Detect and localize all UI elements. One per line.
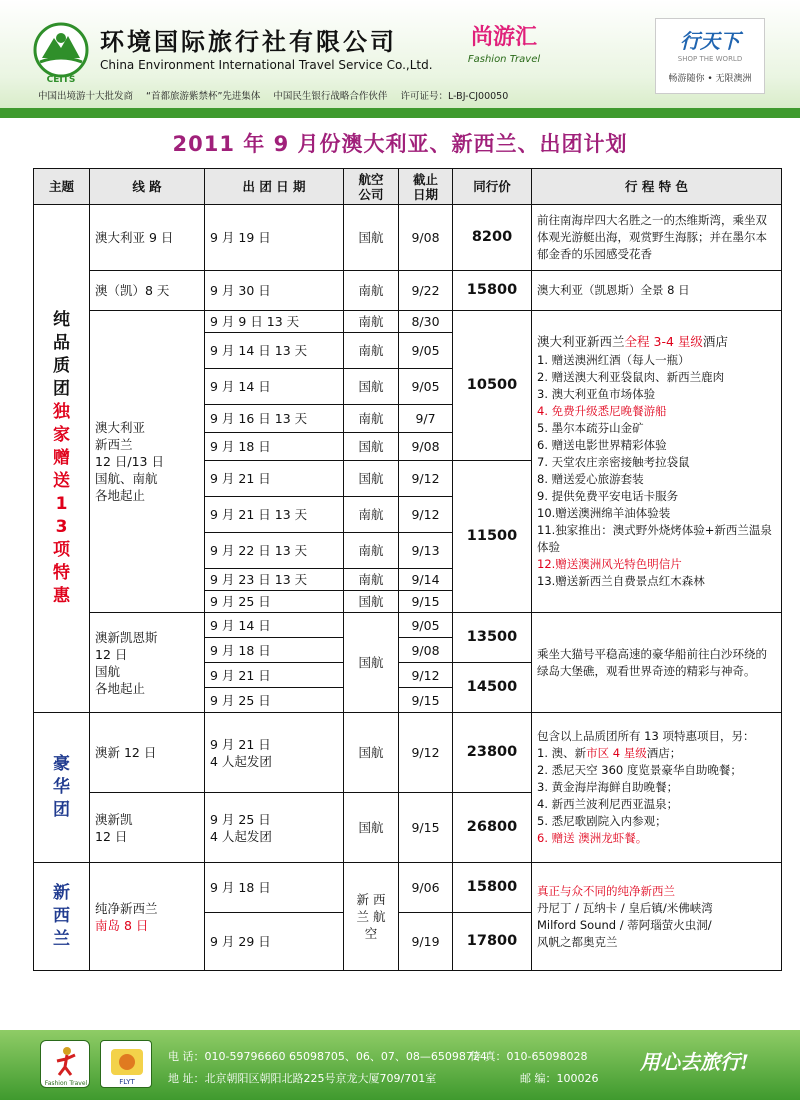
feature-item: 1. 赠送澳洲红酒（每人一瓶） (537, 353, 690, 367)
theme-nz-label: 新西兰 (53, 883, 70, 949)
partner-slogan: 畅游随你 • 无限澳洲 (668, 74, 752, 84)
partner-logo (655, 18, 765, 94)
route-cell: 纯净新西兰 南岛 8 日 (90, 863, 205, 971)
fashion-brand-en: Fashion Travel (467, 54, 541, 65)
footer-phone: 电 话：010-59796660 65098705、06、07、08—65098724 (168, 1050, 487, 1063)
feature-item: 3. 黄金海岸海鲜自助晚餐； (537, 780, 679, 794)
header-divider (0, 108, 800, 118)
date-cell: 9 月 21 日 (205, 461, 344, 497)
feature-item: 5. 墨尔本疏芬山金矿 (537, 421, 644, 435)
theme-luxury (34, 713, 90, 863)
feature-item: 12.赠送澳洲风光特色明信片 (537, 557, 682, 571)
date-cell: 9 月 19 日 (205, 205, 344, 271)
date-cell: 9 月 29 日 (205, 913, 344, 971)
airline-cell: 国航 (344, 433, 399, 461)
route-cell: 澳新 12 日 (90, 713, 205, 793)
table-row (34, 613, 782, 638)
feature-item: 7. 天堂农庄亲密接触考拉袋鼠 (537, 455, 690, 469)
feature-item: 5. 悉尼歌剧院入内参观； (537, 814, 667, 828)
date-cell: 9 月 18 日 (205, 638, 344, 663)
header-airline: 航空 公司 (344, 169, 399, 205)
date-cell: 9 月 14 日 (205, 369, 344, 405)
theme-pure-label: 纯品质团 (53, 310, 70, 399)
feature-item: 10.赠送澳洲绵羊油体验装 (537, 506, 671, 520)
date-cell: 9 月 14 日 13 天 (205, 333, 344, 369)
feature-item: 11.独家推出：澳式野外烧烤体验+新西兰温泉体验 (537, 523, 772, 554)
date-cell: 9 月 18 日 (205, 863, 344, 913)
route-cell: 澳新凯恩斯 12 日 国航 各地起止 (90, 613, 205, 713)
airline-cell: 南航 (344, 405, 399, 433)
airline-cell: 国航 (344, 205, 399, 271)
deadline-cell: 9/05 (399, 333, 453, 369)
header-price: 同行价 (453, 169, 532, 205)
page-title: 2011 年 9 月份澳大利亚、新西兰、出团计划 (172, 132, 628, 156)
header-theme: 主题 (34, 169, 90, 205)
deadline-cell: 8/30 (399, 311, 453, 333)
feature-item: 丹尼丁 / 瓦纳卡 / 皇后镇/米佛峡湾 (537, 900, 713, 915)
feature-item: 4. 新西兰波利尼西亚温泉； (537, 797, 679, 811)
fashion-travel-logo (460, 20, 548, 76)
route-cell: 澳大利亚 新西兰 12 日/13 日 国航、南航 各地起止 (90, 311, 205, 613)
company-name-cn: 环境国际旅行社有限公司 (100, 28, 397, 56)
date-cell: 9 月 18 日 (205, 433, 344, 461)
table-row (34, 205, 782, 271)
ceits-logo-icon (30, 22, 92, 84)
tagline-item: 中国出境游十大批发商 (38, 91, 134, 102)
feature-item: 13.赠送新西兰自费景点红木森林 (537, 574, 705, 588)
deadline-cell: 9/08 (399, 638, 453, 663)
theme-luxury-label: 豪华团 (53, 754, 70, 820)
logo-text: CEITS (46, 75, 76, 84)
deadline-cell: 9/14 (399, 569, 453, 591)
airline-cell: 国航 (344, 793, 399, 863)
airline-cell: 国航 (344, 591, 399, 613)
tagline-item: 中国民生银行战略合作伙伴 (273, 91, 388, 102)
deadline-cell: 9/7 (399, 405, 453, 433)
partner-brand-en: SHOP THE WORLD (677, 55, 743, 63)
table-row (34, 271, 782, 311)
date-cell: 9 月 21 日 4 人起发团 (205, 713, 344, 793)
table-row (34, 713, 782, 793)
deadline-cell: 9/19 (399, 913, 453, 971)
feature-item: 3. 澳大利亚鱼市场体验 (537, 387, 656, 401)
airline-cell: 新 西 兰 航 空 (344, 863, 399, 971)
header (0, 0, 800, 110)
date-cell: 9 月 25 日 (205, 591, 344, 613)
footer-address: 地 址：北京朝阳区朝阳北路225号京龙大厦709/701室 (168, 1072, 437, 1085)
date-cell: 9 月 16 日 13 天 (205, 405, 344, 433)
footer-fax: 传 真：010-65098028 (470, 1050, 588, 1063)
features-title: 真正与众不同的纯净新西兰 (537, 883, 675, 898)
deadline-cell: 9/12 (399, 461, 453, 497)
feature-item: 9. 提供免费平安电话卡服务 (537, 489, 679, 503)
features-cell (532, 713, 782, 863)
deadline-cell: 9/08 (399, 433, 453, 461)
svg-text:Fashion Travel: Fashion Travel (44, 1080, 88, 1087)
date-cell: 9 月 22 日 13 天 (205, 533, 344, 569)
deadline-cell: 9/15 (399, 688, 453, 713)
deadline-cell: 9/12 (399, 663, 453, 688)
deadline-cell: 9/13 (399, 533, 453, 569)
route-cell: 澳新凯 12 日 (90, 793, 205, 863)
price-cell: 8200 (453, 205, 532, 271)
features-cell (532, 311, 782, 613)
theme-new-zealand (34, 863, 90, 971)
feature-item: Milford Sound / 蒂阿瑙萤火虫洞/ (537, 917, 712, 932)
table-row (34, 311, 782, 333)
date-cell: 9 月 25 日 4 人起发团 (205, 793, 344, 863)
features-intro: 包含以上品质团所有 13 项特惠项目，另： (537, 729, 755, 743)
fashion-brand-cn: 尚游汇 (470, 24, 537, 50)
date-cell: 9 月 21 日 13 天 (205, 497, 344, 533)
feature-item: 2. 悉尼天空 360 度览景豪华自助晚餐； (537, 763, 742, 777)
theme-pure-quality (34, 205, 90, 713)
header-dates: 出 团 日 期 (205, 169, 344, 205)
airline-cell: 南航 (344, 333, 399, 369)
airline-cell: 南航 (344, 569, 399, 591)
flyt-footer-logo (100, 1040, 152, 1088)
price-cell: 11500 (453, 461, 532, 613)
airline-cell: 南航 (344, 497, 399, 533)
tagline-row (38, 88, 518, 102)
table-row (34, 863, 782, 913)
header-route: 线 路 (90, 169, 205, 205)
features-cell: 前往南海岸四大名胜之一的杰维斯湾，乘坐双体观光游艇出海，观赏野生海豚；并在墨尔本郁金香的乐园感受花香 (532, 205, 782, 271)
header-features: 行 程 特 色 (532, 169, 782, 205)
date-cell: 9 月 25 日 (205, 688, 344, 713)
feature-item: 8. 赠送爱心旅游套装 (537, 472, 644, 486)
price-cell: 15800 (453, 271, 532, 311)
feature-item: 2. 赠送澳大利亚袋鼠肉、新西兰鹿肉 (537, 370, 725, 384)
price-cell: 26800 (453, 793, 532, 863)
airline-cell: 国航 (344, 613, 399, 713)
footer-zip: 邮 编：100026 (520, 1072, 599, 1085)
feature-item: 1. 澳、新市区 4 星级酒店； (537, 746, 682, 760)
traveler-icon (41, 1041, 91, 1089)
footer (0, 1030, 800, 1100)
airline-cell: 南航 (344, 271, 399, 311)
deadline-cell: 9/22 (399, 271, 453, 311)
company-name-en: China Environment International Travel Service Co.,Ltd. (100, 58, 433, 72)
airline-cell: 南航 (344, 533, 399, 569)
tagline-item: “首都旅游紫禁杯”先进集体 (146, 91, 261, 102)
features-title: 澳大利亚新西兰全程 3-4 星级酒店 (537, 334, 728, 349)
price-cell: 23800 (453, 713, 532, 793)
feature-item: 6. 赠送 澳洲龙虾餐。 (537, 831, 648, 845)
deadline-cell: 9/06 (399, 863, 453, 913)
deadline-cell: 9/08 (399, 205, 453, 271)
route-cell: 澳大利亚 9 日 (90, 205, 205, 271)
route-cell: 澳（凯）8 天 (90, 271, 205, 311)
feature-item: 风帆之都奥克兰 (537, 934, 618, 949)
tour-plan-table (33, 168, 782, 971)
flyt-icon (101, 1041, 153, 1089)
license-number: 许可证号：L-BJ-CJ00050 (400, 91, 509, 102)
date-cell: 9 月 9 日 13 天 (205, 311, 344, 333)
date-cell: 9 月 14 日 (205, 613, 344, 638)
features-cell (532, 863, 782, 971)
table-header-row (34, 169, 782, 205)
airline-cell: 国航 (344, 461, 399, 497)
feature-item: 4. 免费升级悉尼晚餐游船 (537, 404, 667, 418)
deadline-cell: 9/12 (399, 713, 453, 793)
deadline-cell: 9/12 (399, 497, 453, 533)
deadline-cell: 9/05 (399, 613, 453, 638)
price-cell: 15800 (453, 863, 532, 913)
theme-bonus-label: 独家赠送13项特惠 (53, 402, 70, 606)
features-cell: 乘坐大猫号平稳高速的豪华船前往白沙环绕的绿岛大堡礁，观看世界奇迹的精彩与神奇。 (532, 613, 782, 713)
svg-text:FLYT: FLYT (119, 1078, 135, 1086)
fashion-travel-footer-logo (40, 1040, 90, 1088)
date-cell: 9 月 21 日 (205, 663, 344, 688)
feature-item: 6. 赠送电影世界精彩体验 (537, 438, 667, 452)
partner-brand-cn: 行天下 (680, 29, 740, 53)
price-cell: 10500 (453, 311, 532, 461)
deadline-cell: 9/05 (399, 369, 453, 405)
price-cell: 17800 (453, 913, 532, 971)
airline-cell: 国航 (344, 713, 399, 793)
date-cell: 9 月 30 日 (205, 271, 344, 311)
header-deadline: 截止 日期 (399, 169, 453, 205)
features-cell: 澳大利亚（凯恩斯）全景 8 日 (532, 271, 782, 311)
date-cell: 9 月 23 日 13 天 (205, 569, 344, 591)
airline-cell: 国航 (344, 369, 399, 405)
deadline-cell: 9/15 (399, 793, 453, 863)
price-cell: 13500 (453, 613, 532, 663)
price-cell: 14500 (453, 663, 532, 713)
deadline-cell: 9/15 (399, 591, 453, 613)
footer-slogan: 用心去旅行! (640, 1050, 749, 1074)
airline-cell: 南航 (344, 311, 399, 333)
